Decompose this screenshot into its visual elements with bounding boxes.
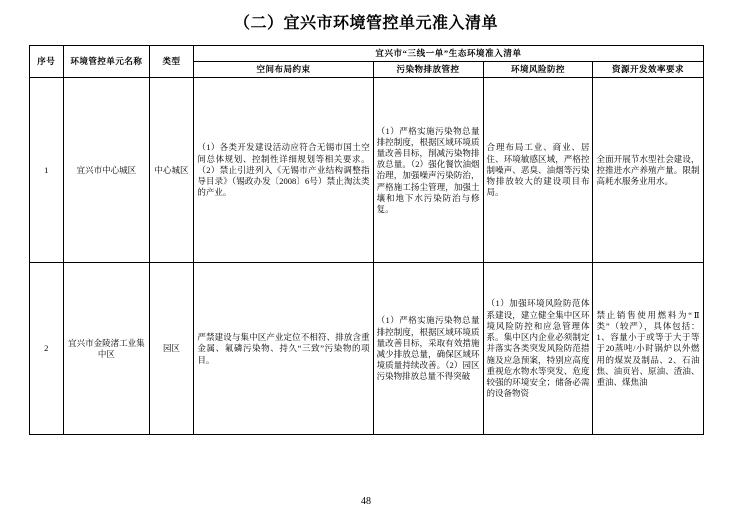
row-2-risk: （1）加强环境风险防范体系建设，建立健全集中区环境风险防控和应急管理体系。集中区内企业必须制定并落实各类突发风险防范措施及应急预案，特别应高度重视危水物水等突发、危度较强的环境安全；储备必需的设备物资 — [483, 263, 593, 435]
row-1-unit: 宜兴市中心城区 — [64, 78, 150, 263]
header-pollutant: 污染物排放管控 — [373, 62, 483, 78]
table-row — [29, 263, 703, 435]
row-2-pollutant: （1）严格实施污染物总量排控制度，根据区域环境质量改善目标，采取有效措施减少排放总量，确保区域环境质量持续改善。（2）园区污染物排放总量不得突破 — [373, 263, 483, 435]
document-page — [0, 10, 732, 511]
table-header-group-row — [29, 46, 703, 62]
row-1-resource: 全面开展节水型社会建设，控推进水产养殖产量。限制高耗水服务业用水。 — [593, 78, 703, 263]
row-1-pollutant: （1）严格实施污染物总量排控制度，根据区域环境质量改善目标，削减污染物排放总量。（2）强化餐饮油烟治理，加强噪声污染防治，严格施工扬尘管理，加强土壤和地下水污染防治与修复。 — [373, 78, 483, 263]
header-space: 空间布局约束 — [194, 62, 373, 78]
row-2-type: 园区 — [149, 263, 194, 435]
row-2-resource: 禁止销售使用燃料为“Ⅱ类”（较严），具体包括：1、容量小于或等于大于等于20蒸吨/小时锅炉以外燃用的煤炭及制品、2、石油焦、油页岩、原油、渣油、重油、煤焦油 — [593, 263, 703, 435]
row-2-unit: 宜兴市金陵渚工业集中区 — [64, 263, 150, 435]
row-1-space: （1）各类开发建设活动应符合无锡市国土空间总体规划、控制性详细规划等相关要求。（2）禁止引进列入《无锡市产业结构调整指导目录》（锡政办发〔2008〕6号）禁止淘汰类的产业。 — [194, 78, 373, 263]
table-row — [29, 78, 703, 263]
row-2-space: 严禁建设与集中区产业定位不相符、排放含重金属、氟磷污染物、持久“三致”污染物的项目。 — [194, 263, 373, 435]
row-1-risk: 合理布局工业、商业、居住、环境敏感区域，严格控制噪声、恶臭、油烟等污染物排放较大的建设项目布局。 — [483, 78, 593, 263]
header-resource: 资源开发效率要求 — [593, 62, 703, 78]
header-no: 序号 — [29, 46, 64, 78]
header-unit: 环境管控单元名称 — [64, 46, 150, 78]
row-1-no: 1 — [29, 78, 64, 263]
row-1-type: 中心城区 — [149, 78, 194, 263]
page-number: 48 — [361, 496, 371, 507]
header-risk: 环境风险防控 — [483, 62, 593, 78]
page-title: （二）宜兴市环境管控单元准入清单 — [233, 15, 498, 32]
environmental-access-list-table — [29, 45, 704, 435]
header-group-title: 宜兴市“三线一单”生态环境准入清单 — [194, 46, 703, 62]
header-type: 类型 — [149, 46, 194, 78]
row-2-no: 2 — [29, 263, 64, 435]
